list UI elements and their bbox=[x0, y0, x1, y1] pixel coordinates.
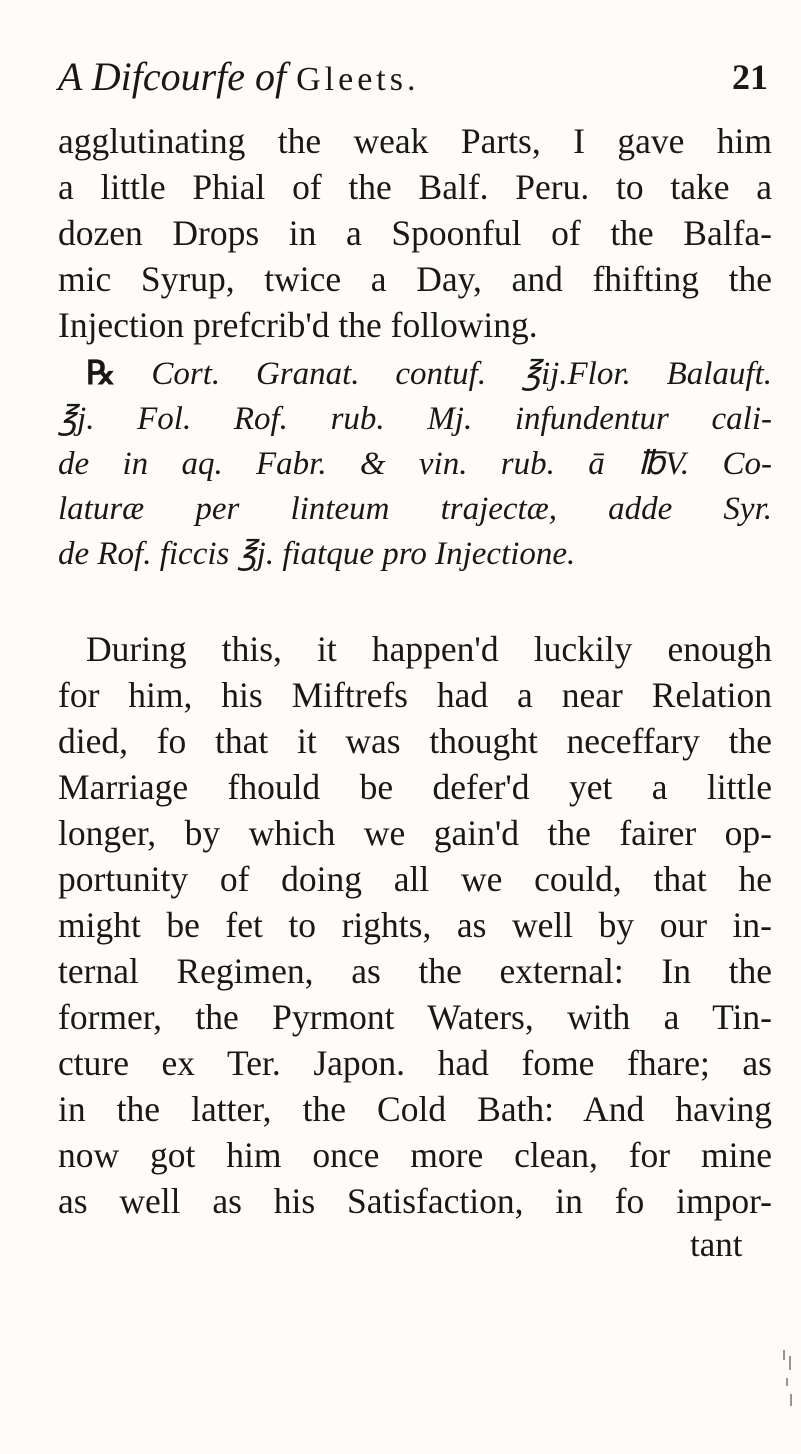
prescription-line: de Rof. ficcis ℥j. fiatque pro Injectione. bbox=[58, 536, 576, 572]
text-line: mic Syrup, twice a Day, and fhifting the bbox=[58, 259, 772, 299]
text-line: died, fo that it was thought neceffary the bbox=[58, 721, 772, 761]
running-head-title: A Difcourfe of bbox=[58, 54, 297, 99]
paragraph-2 bbox=[58, 626, 772, 1224]
prescription-line: laturæ per linteum trajectæ, adde Syr. bbox=[58, 491, 772, 527]
text-line: longer, by which we gain'd the fairer op- bbox=[58, 813, 772, 853]
catchword: tant bbox=[690, 1225, 743, 1264]
text-line: agglutinating the weak Parts, I gave him bbox=[58, 121, 772, 161]
text-line: cture ex Ter. Japon. had fome fhare; as bbox=[58, 1043, 772, 1083]
paragraph-1 bbox=[58, 118, 772, 348]
text-line: portunity of doing all we could, that he bbox=[58, 859, 772, 899]
page-number: 21 bbox=[732, 57, 768, 97]
prescription-line: de in aq. Fabr. & vin. rub. ā ℔V. Co- bbox=[58, 446, 772, 482]
text-line: ternal Regimen, as the external: In the bbox=[58, 951, 772, 991]
prescription-line: ℥j. Fol. Rof. rub. Mj. infundentur cali- bbox=[58, 401, 772, 437]
recipe-symbol: ℞ bbox=[86, 356, 116, 392]
text-line: Injection prefcrib'd the following. bbox=[58, 305, 538, 345]
text-line: Marriage fhould be defer'd yet a little bbox=[58, 767, 772, 807]
running-head-subject: Gleets. bbox=[296, 61, 420, 98]
text-line: might be fet to rights, as well by our in- bbox=[58, 905, 772, 945]
prescription-block bbox=[58, 352, 772, 577]
text-line: former, the Pyrmont Waters, with a Tin- bbox=[58, 997, 772, 1037]
prescription-text: Cort. Granat. contuf. ℥ij.Flor. Balauft. bbox=[115, 356, 772, 392]
text-line: a little Phial of the Balf. Peru. to take a bbox=[58, 167, 772, 207]
text-line: for him, his Miftrefs had a near Relation bbox=[58, 675, 772, 715]
text-line: During this, it happen'd luckily enough bbox=[86, 629, 772, 669]
running-head bbox=[58, 52, 768, 102]
text-line: as well as his Satisfaction, in fo impor- bbox=[58, 1181, 772, 1221]
text-line: in the latter, the Cold Bath: And having bbox=[58, 1089, 772, 1129]
prescription-line bbox=[58, 352, 772, 397]
margin-specks bbox=[781, 1350, 795, 1420]
text-line: now got him once more clean, for mine bbox=[58, 1135, 772, 1175]
text-line: dozen Drops in a Spoonful of the Balfa- bbox=[58, 213, 772, 253]
